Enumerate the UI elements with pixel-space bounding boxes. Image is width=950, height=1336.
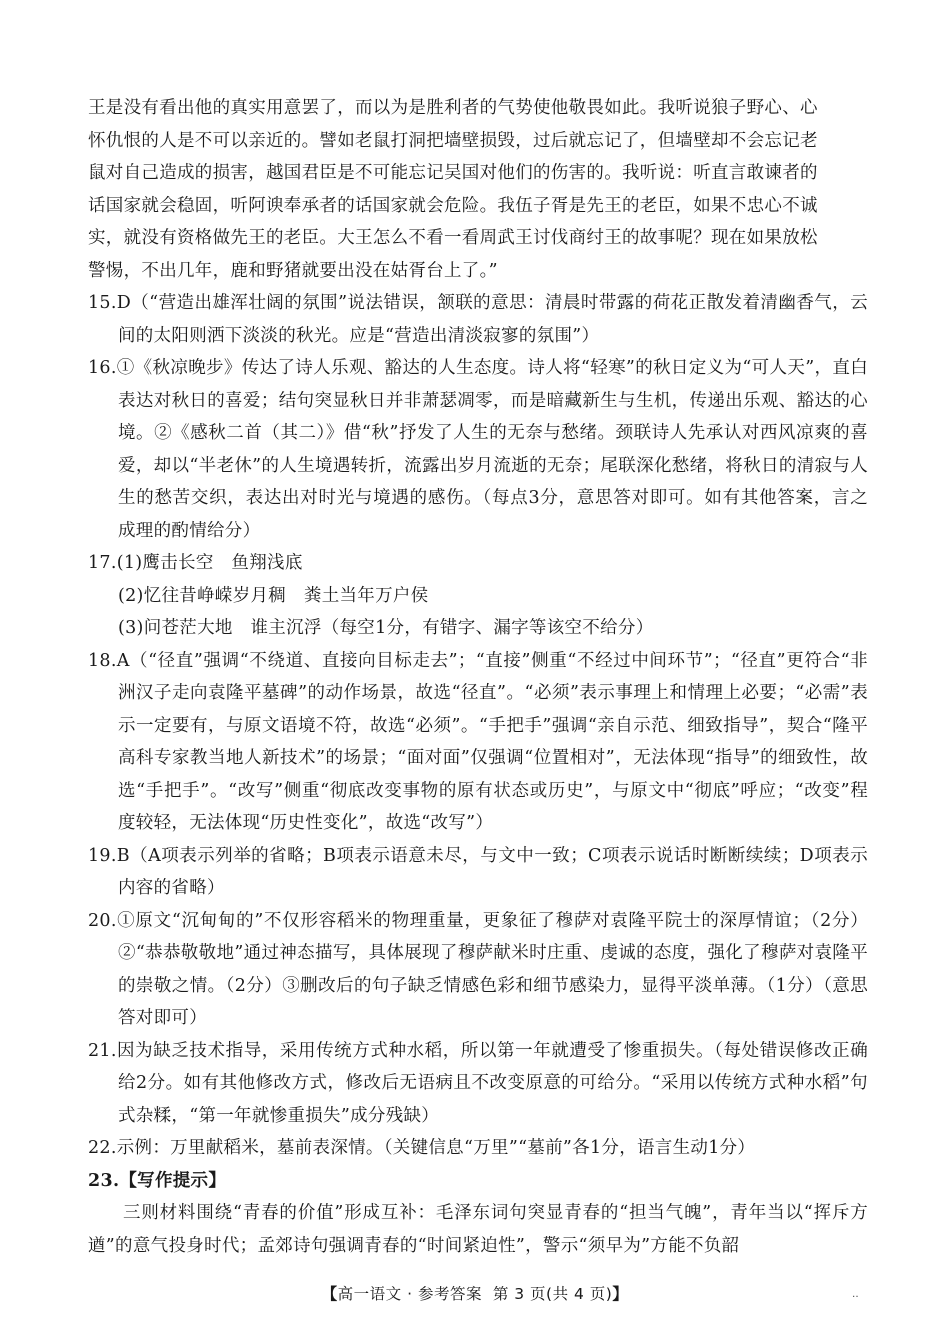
answer-20: 20.①原文“沉甸甸的”不仅形容稻米的物理重量，更象征了穆萨对袁隆平院士的深厚情谊；（2分）②“恭恭敬敬地”通过神态描写，具体展现了穆萨献米时庄重、虔诚的态度，强化了穆萨对袁隆平的崇敬之情。（2分）③删改后的句子缺乏情感色彩和细节感染力，显得平淡单薄。（1分）（意思答对即可） (88, 910, 868, 1028)
answer-21: 21.因为缺乏技术指导，采用传统方式种水稻，所以第一年就遭受了惨重损失。（每处错误修改正确给2分。如有其他修改方式，修改后无语病且不改变原意的可给分。“采用以传统方式种水稻”句式杂糅，“第一年就惨重损失”成分残缺） (88, 1040, 868, 1126)
text-line: 话国家就会稳固，听阿谀奉承者的话国家就会危险。我伍子胥是先王的老臣，如果不忠心不诚 (88, 195, 818, 216)
text-line: 怀仇恨的人是不可以亲近的。譬如老鼠打洞把墙壁损毁，过后就忘记了，但墙壁却不会忘记老 (88, 130, 818, 151)
text-line: 鼠对自己造成的损害，越国君臣是不可能忘记吴国对他们的伤害的。我听说：听直言敢谏者的 (88, 163, 818, 183)
answer-18: 18.A（“径直”强调“不绕道、直接向目标走去”；“直接”侧重“不经过中间环节”；“径直”更符合“非洲汉子走向袁隆平墓碑”的动作场景，故选“径直”。“必须”表示事理上和情理上必要；“必需”表示一定要有，与原文语境不符，故选“必须”。“手把手”强调“亲自示范、细致指导”，契合“隆平高科专家教当地人新技术”的场景；“面对面”仅强调“位置相对”，无法体现“指导”的细致性，故选“手把手”。“改写”侧重“彻底改变事物的原有状态或历史”，与原文中“彻底”呼应；“改变”程度较轻，无法体现“历史性变化”，故选“改写”） (88, 650, 868, 833)
answer-17-line-1: 17.(1)鹰击长空 鱼翔浅底 (88, 553, 303, 573)
q14-translation-continued (88, 92, 868, 287)
answer-16: 16.①《秋凉晚步》传达了诗人乐观、豁达的人生态度。诗人将“轻寒”的秋日定义为“可人天”，直白表达对秋日的喜爱；结句突显秋日并非萧瑟凋零，而是暗藏新生与生机，传递出乐观、豁达的心境。②《感秋二首（其二）》借“秋”抒发了人生的无奈与愁绪。颈联诗人先承认对西风凉爽的喜爱，却以“半老休”的人生境遇转折，流露出岁月流逝的无奈；尾联深化愁绪，将秋日的清寂与人生的愁苦交织，表达出对时光与境遇的感伤。（每点3分，意思答对即可。如有其他答案，言之成理的酌情给分） (88, 358, 868, 541)
answer-17-line-3: (3)问苍茫大地 谁主沉浮（每空1分，有错字、漏字等该空不给分） (118, 618, 654, 638)
footer-bracket-left: 【 (321, 1285, 338, 1303)
text-line: 警惕，不出几年，鹿和野猪就要出没在姑胥台上了。” (88, 260, 498, 281)
answer-content (88, 92, 868, 1262)
answer-23-heading: 23.【写作提示】 (88, 1170, 227, 1191)
text-line: 王是没有看出他的真实用意罢了，而以为是胜利者的气势使他敬畏如此。我听说狼子野心、心 (88, 98, 818, 118)
answer-19: 19.B（A项表示列举的省略；B项表示语意未尽，与文中一致；C项表示说话时断断续续；D项表示内容的省略） (88, 845, 868, 898)
text-line: 实，就没有资格做先王的老臣。大王怎么不看一看周武王讨伐商纣王的故事呢？现在如果放松 (88, 228, 818, 248)
answer-17 (88, 547, 868, 645)
answer-17-line-2: (2)忆往昔峥嵘岁月稠 粪土当年万户侯 (118, 585, 429, 606)
answer-15: 15.D（“营造出雄浑壮阔的氛围”说法错误，颔联的意思：清晨时带露的荷花正散发着清幽香气，云间的太阳则洒下淡淡的秋光。应是“营造出清淡寂寥的氛围”） (88, 293, 868, 346)
footer-title: 高一语文 · 参考答案 (337, 1285, 482, 1303)
footer-page-info: 第 3 页(共 4 页) (492, 1285, 613, 1303)
page-footer (0, 1282, 950, 1304)
corner-mark-icon: ‥ (852, 1289, 859, 1300)
answer-23-body: 三则材料围绕“青春的价值”形成互补：毛泽东词句突显青春的“担当气魄”，青年当以“挥斥方遒”的意气投身时代；孟郊诗句强调青春的“时间紧迫性”，警示“须早为”方能不负韶 (88, 1203, 868, 1256)
answer-22: 22.示例：万里献稻米，墓前表深情。（关键信息“万里”“墓前”各1分，语言生动1分） (88, 1138, 756, 1158)
footer-bracket-right: 】 (612, 1285, 629, 1303)
